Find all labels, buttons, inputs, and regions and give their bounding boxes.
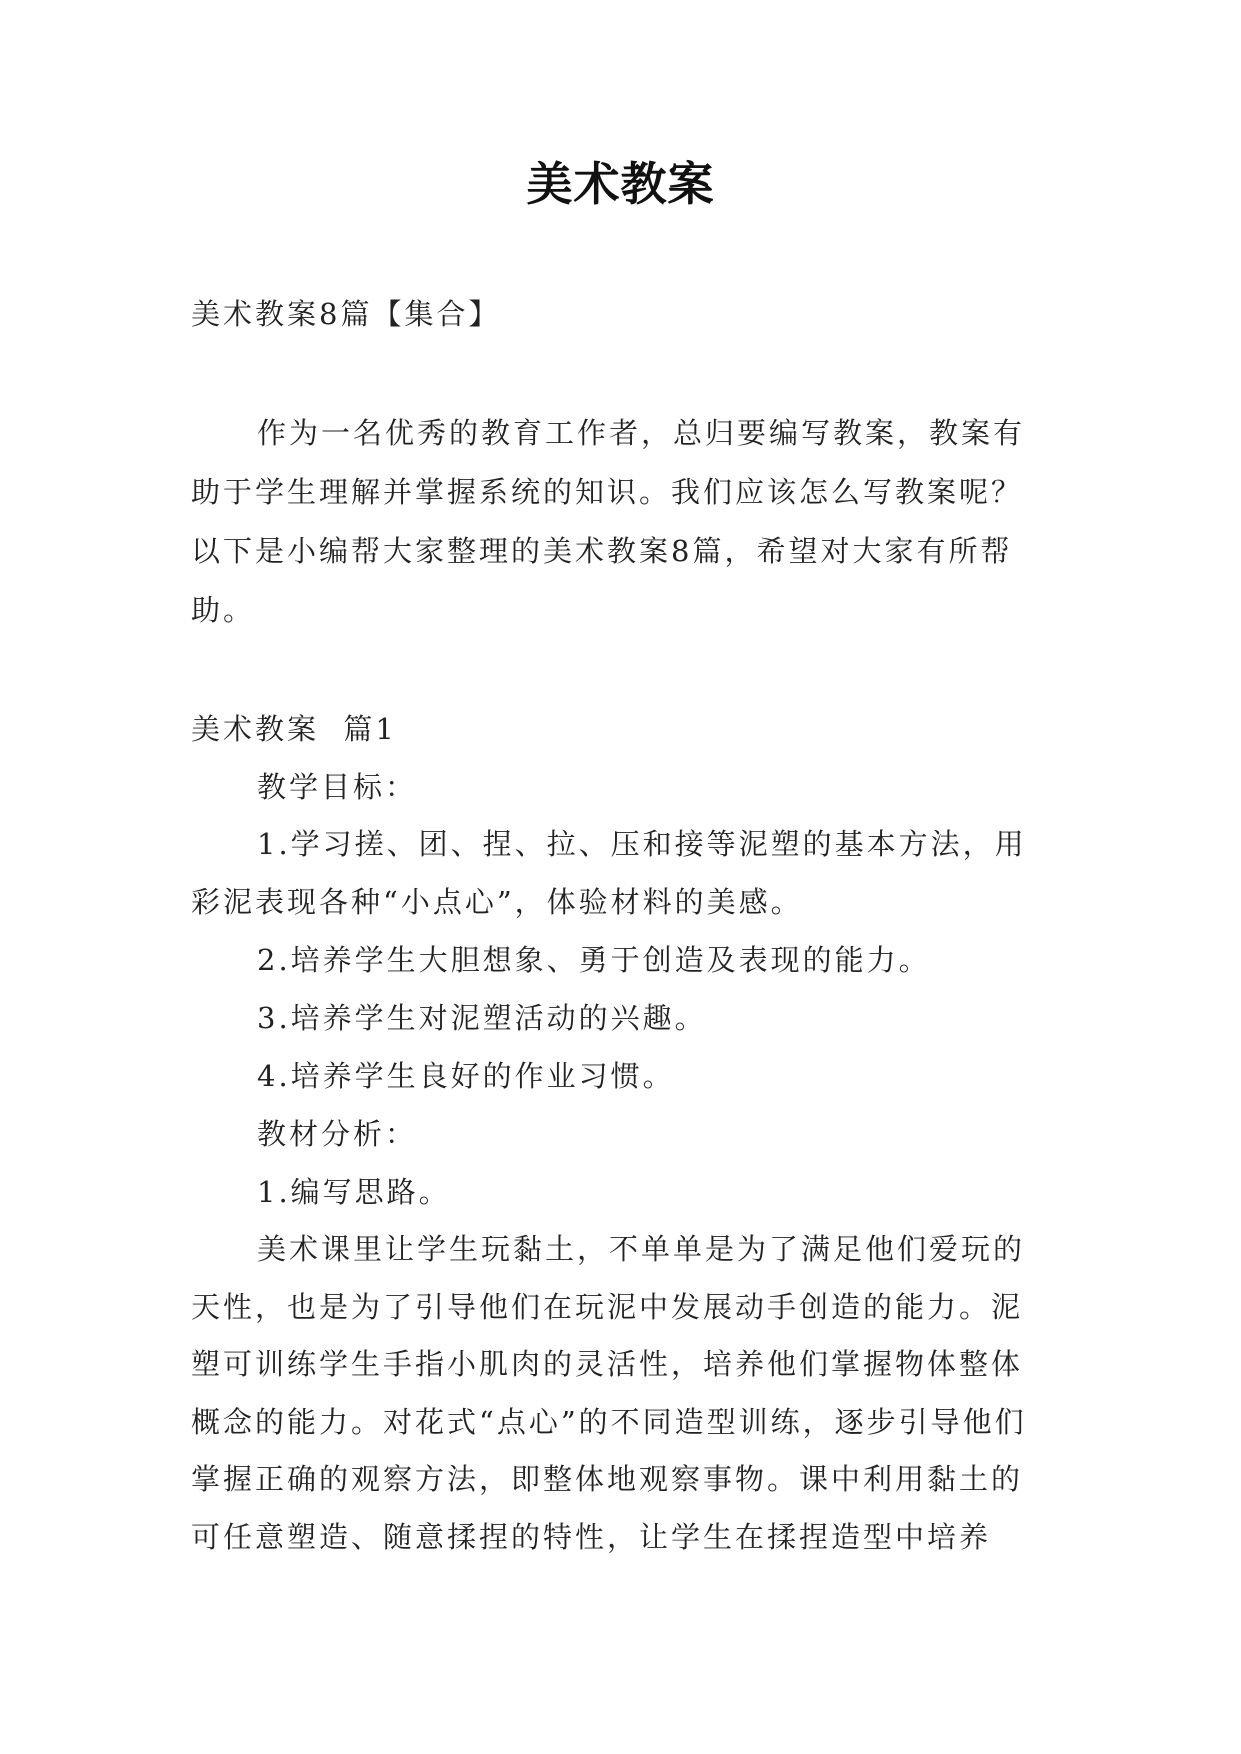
analysis-label: 教材分析： (257, 1117, 418, 1151)
goal-item-2: 2.培养学生大胆想象、勇于创造及表现的能力。 (257, 943, 931, 977)
intro-paragraph: 作为一名优秀的教育工作者，总归要编写教案，教案有助于学生理解并掌握系统的知识。我们应该怎么写教案呢？以下是小编帮大家整理的美术教案8篇，希望对大家有所帮助。 (191, 416, 1026, 627)
document-title: 美术教案 (526, 157, 715, 211)
analysis-item: 1.编写思路。 (257, 1175, 451, 1209)
analysis-paragraph: 美术课里让学生玩黏土，不单单是为了满足他们爱玩的天性，也是为了引导他们在玩泥中发展动手创造的能力。泥塑可训练学生手指小肌肉的灵活性，培养他们掌握物体整体概念的能力。对花式“点心”的不同造型训练，逐步引导他们掌握正确的观察方法，即整体地观察事物。课中利用黏土的可任意塑造、随意揉捏的特性，让学生在揉捏造型中培养 (191, 1232, 1027, 1554)
goal-item-4: 4.培养学生良好的作业习惯。 (257, 1059, 675, 1093)
section-1 (191, 700, 1051, 1566)
section-heading: 美术教案 篇1 (191, 712, 397, 746)
goal-item-1: 1.学习搓、团、捏、拉、压和接等泥塑的基本方法，用彩泥表现各种“小点心”，体验材料的美感。 (191, 827, 1027, 919)
goal-item-3: 3.培养学生对泥塑活动的兴趣。 (257, 1001, 707, 1035)
document-subtitle: 美术教案8篇【集合】 (191, 297, 501, 331)
goals-label: 教学目标： (257, 770, 418, 804)
